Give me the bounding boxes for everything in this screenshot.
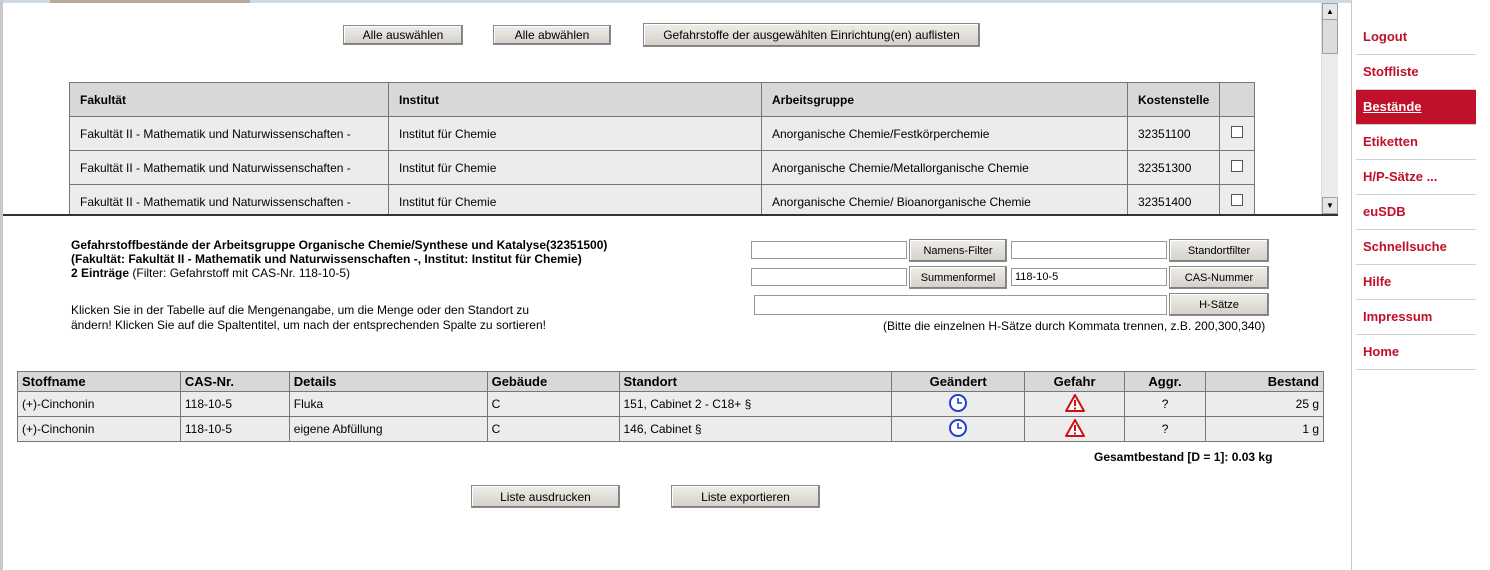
clock-icon[interactable] bbox=[948, 418, 968, 438]
table-header-row bbox=[70, 83, 1255, 117]
cell-institut: Institut für Chemie bbox=[389, 151, 762, 185]
scroll-down-icon[interactable]: ▼ bbox=[1322, 197, 1338, 214]
cell-standort: 146, Cabinet § bbox=[619, 417, 892, 442]
sidebar-item-bestaende[interactable]: Bestände bbox=[1356, 90, 1476, 125]
sidebar-item-etiketten[interactable]: Etiketten bbox=[1356, 125, 1476, 160]
h-sentences-button[interactable]: H-Sätze bbox=[1169, 293, 1269, 316]
cell-cas: 118-10-5 bbox=[180, 392, 289, 417]
col-bestand[interactable]: Bestand bbox=[1206, 372, 1324, 392]
col-institut: Institut bbox=[389, 83, 762, 117]
cell-gebaeude: C bbox=[487, 392, 619, 417]
col-details[interactable]: Details bbox=[289, 372, 487, 392]
cell-bestand[interactable]: 25 g bbox=[1206, 392, 1324, 417]
cell-select bbox=[1220, 117, 1255, 151]
sidebar-item-logout[interactable]: Logout bbox=[1356, 20, 1476, 55]
col-standort[interactable]: Standort bbox=[619, 372, 892, 392]
select-checkbox[interactable] bbox=[1231, 160, 1243, 172]
scroll-up-icon[interactable]: ▲ bbox=[1322, 3, 1338, 20]
frame-scrollbar[interactable] bbox=[1321, 3, 1338, 214]
h-sentences-hint: (Bitte die einzelnen H-Sätze durch Kommata trennen, z.B. 200,300,340) bbox=[883, 319, 1266, 333]
cell-fakultaet: Fakultät II - Mathematik und Naturwissenschaften - bbox=[70, 151, 389, 185]
col-geaendert[interactable]: Geändert bbox=[892, 372, 1025, 392]
warning-icon[interactable] bbox=[1065, 419, 1085, 437]
formula-input[interactable] bbox=[751, 268, 907, 286]
sidebar bbox=[1351, 0, 1490, 570]
cell-arbeitsgruppe: Anorganische Chemie/Festkörperchemie bbox=[762, 117, 1128, 151]
cell-aggr: ? bbox=[1125, 417, 1206, 442]
cell-select bbox=[1220, 185, 1255, 215]
entry-count: 2 Einträge bbox=[71, 266, 130, 280]
cell-fakultaet: Fakultät II - Mathematik und Naturwissenschaften - bbox=[70, 117, 389, 151]
stock-table bbox=[17, 371, 1324, 442]
table-row bbox=[18, 392, 1324, 417]
cell-stoffname: (+)-Cinchonin bbox=[18, 417, 181, 442]
sidebar-item-impressum[interactable]: Impressum bbox=[1356, 300, 1476, 335]
cell-kostenstelle: 32351400 bbox=[1128, 185, 1220, 215]
col-select bbox=[1220, 83, 1255, 117]
stock-header-row bbox=[18, 372, 1324, 392]
table-row bbox=[70, 185, 1255, 215]
deselect-all-button[interactable]: Alle abwählen bbox=[493, 25, 611, 45]
col-stoffname[interactable]: Stoffname bbox=[18, 372, 181, 392]
clock-icon[interactable] bbox=[948, 393, 968, 413]
sidebar-item-eusdb[interactable]: euSDB bbox=[1356, 195, 1476, 230]
location-filter-button[interactable]: Standortfilter bbox=[1169, 239, 1269, 262]
formula-button[interactable]: Summenformel bbox=[909, 266, 1007, 289]
name-filter-button[interactable]: Namens-Filter bbox=[909, 239, 1007, 262]
cas-input[interactable] bbox=[1011, 268, 1167, 286]
info-count-line bbox=[71, 266, 607, 280]
col-aggr[interactable]: Aggr. bbox=[1125, 372, 1206, 392]
select-all-button[interactable]: Alle auswählen bbox=[343, 25, 463, 45]
cell-gefahr bbox=[1025, 392, 1125, 417]
select-checkbox[interactable] bbox=[1231, 126, 1243, 138]
institution-frame bbox=[3, 3, 1338, 214]
sidebar-nav bbox=[1356, 20, 1476, 370]
sidebar-item-hilfe[interactable]: Hilfe bbox=[1356, 265, 1476, 300]
cell-geaendert bbox=[892, 417, 1025, 442]
cell-stoffname: (+)-Cinchonin bbox=[18, 392, 181, 417]
col-arbeitsgruppe: Arbeitsgruppe bbox=[762, 83, 1128, 117]
col-gefahr[interactable]: Gefahr bbox=[1025, 372, 1125, 392]
institutions-table bbox=[69, 82, 1255, 214]
filter-note: (Filter: Gefahrstoff mit CAS-Nr. 118-10-5) bbox=[129, 266, 350, 280]
table-row bbox=[70, 117, 1255, 151]
cell-standort: 151, Cabinet 2 - C18+ § bbox=[619, 392, 892, 417]
cell-gefahr bbox=[1025, 417, 1125, 442]
cell-gebaeude: C bbox=[487, 417, 619, 442]
cell-kostenstelle: 32351300 bbox=[1128, 151, 1220, 185]
cell-aggr: ? bbox=[1125, 392, 1206, 417]
sidebar-item-stoffliste[interactable]: Stoffliste bbox=[1356, 55, 1476, 90]
warning-icon[interactable] bbox=[1065, 394, 1085, 412]
cell-bestand[interactable]: 1 g bbox=[1206, 417, 1324, 442]
cell-select bbox=[1220, 151, 1255, 185]
cas-button[interactable]: CAS-Nummer bbox=[1169, 266, 1269, 289]
cell-cas: 118-10-5 bbox=[180, 417, 289, 442]
sidebar-item-home[interactable]: Home bbox=[1356, 335, 1476, 370]
cell-details: eigene Abfüllung bbox=[289, 417, 487, 442]
stock-info bbox=[71, 238, 607, 280]
name-filter-input[interactable] bbox=[751, 241, 907, 259]
help-text: Klicken Sie in der Tabelle auf die Mengenangabe, um die Menge oder den Standort zu ändern! Klicken Sie auf die Spaltentitel, um nach der entsprechenden Spalte zu sortieren! bbox=[71, 303, 546, 332]
frame-divider bbox=[3, 214, 1338, 216]
cell-geaendert bbox=[892, 392, 1025, 417]
export-list-button[interactable]: Liste exportieren bbox=[671, 485, 820, 508]
cell-kostenstelle: 32351100 bbox=[1128, 117, 1220, 151]
location-filter-input[interactable] bbox=[1011, 241, 1167, 259]
col-cas[interactable]: CAS-Nr. bbox=[180, 372, 289, 392]
list-hazardous-button[interactable]: Gefahrstoffe der ausgewählten Einrichtung(en) auflisten bbox=[643, 23, 980, 47]
sidebar-item-hp-saetze[interactable]: H/P-Sätze ... bbox=[1356, 160, 1476, 195]
cell-fakultaet: Fakultät II - Mathematik und Naturwissenschaften - bbox=[70, 185, 389, 215]
scroll-thumb[interactable] bbox=[1322, 19, 1338, 54]
table-row bbox=[70, 151, 1255, 185]
sidebar-item-schnellsuche[interactable]: Schnellsuche bbox=[1356, 230, 1476, 265]
table-row bbox=[18, 417, 1324, 442]
cell-arbeitsgruppe: Anorganische Chemie/Metallorganische Chemie bbox=[762, 151, 1128, 185]
info-faculty: (Fakultät: Fakultät II - Mathematik und Naturwissenschaften -, Institut: Institut für Chemie) bbox=[71, 252, 582, 266]
info-title: Gefahrstoffbestände der Arbeitsgruppe Organische Chemie/Synthese und Katalyse(32351500) bbox=[71, 238, 608, 252]
h-sentences-input[interactable] bbox=[754, 295, 1167, 315]
col-kostenstelle: Kostenstelle bbox=[1128, 83, 1220, 117]
print-list-button[interactable]: Liste ausdrucken bbox=[471, 485, 620, 508]
cell-institut: Institut für Chemie bbox=[389, 117, 762, 151]
cell-details: Fluka bbox=[289, 392, 487, 417]
col-gebaeude[interactable]: Gebäude bbox=[487, 372, 619, 392]
cell-arbeitsgruppe: Anorganische Chemie/ Bioanorganische Chemie bbox=[762, 185, 1128, 215]
total-stock: Gesamtbestand [D = 1]: 0.03 kg bbox=[1094, 450, 1273, 464]
col-fakultaet: Fakultät bbox=[70, 83, 389, 117]
cell-institut: Institut für Chemie bbox=[389, 185, 762, 215]
select-checkbox[interactable] bbox=[1231, 194, 1243, 206]
